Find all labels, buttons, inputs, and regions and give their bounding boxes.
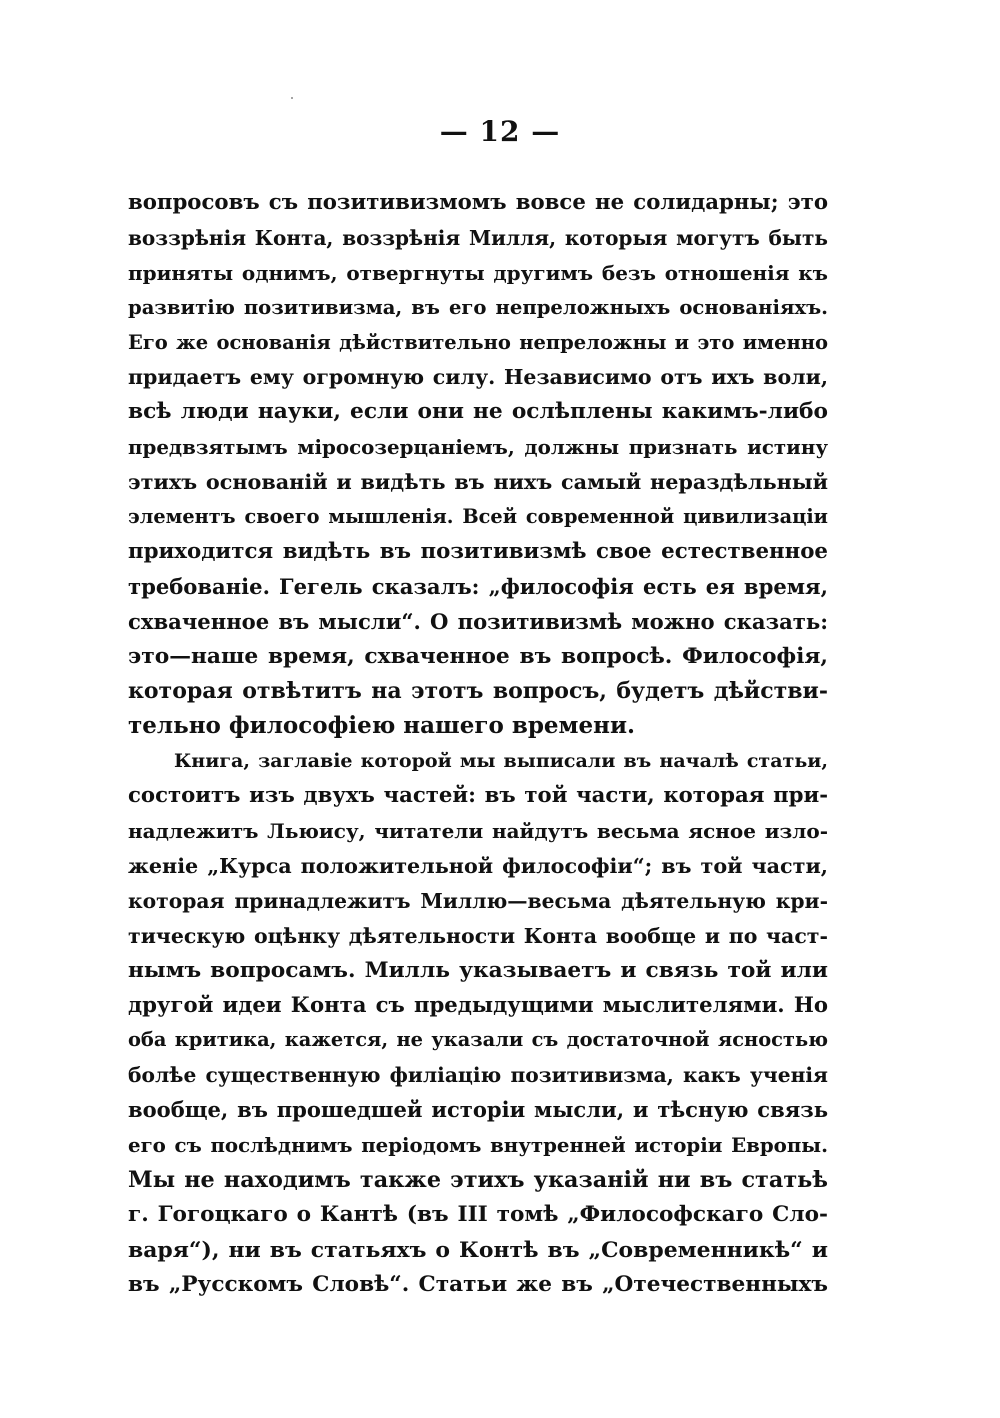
text-line: женіе „Курса положительной философіи“; въ той части, [128, 853, 828, 878]
page-number: — 12 — [439, 115, 561, 148]
text-line: требованіе. Гегель сказалъ: „философія есть ея время, [128, 573, 828, 599]
text-line: тическую оцѣнку дѣятельности Конта вообще и по част- [128, 923, 828, 948]
text-line: приходится видѣть въ позитивизмѣ свое естественное [128, 538, 828, 564]
text-line: элементъ своего мышленія. Всей современной цивилизаціи [128, 505, 828, 529]
body-text [128, 186, 828, 1303]
text-line: это—наше время, схваченное въ вопросѣ. Философія, [128, 643, 828, 669]
text-line: придаетъ ему огромную силу. Независимо отъ ихъ воли, [128, 365, 828, 390]
text-line: которая принадлежитъ Миллю—весьма дѣятельную кри- [128, 888, 828, 913]
text-line: вопросовъ съ позитивизмомъ вовсе не солидарны; это [128, 190, 828, 215]
text-line: нымъ вопросамъ. Милль указываетъ и связь той или [128, 957, 828, 983]
text-line: оба критика, кажется, не указали съ достаточной ясностью [128, 1028, 828, 1052]
text-line: этихъ основаній и видѣть въ нихъ самый нераздѣльный [128, 470, 828, 495]
text-line: болѣе существенную филіацію позитивизма, какъ ученія [128, 1063, 828, 1088]
text-line: приняты однимъ, отвергнуты другимъ безъ отношенія къ [128, 260, 828, 285]
text-line: г. Гогоцкаго о Кантѣ (въ III томѣ „Философскаго Сло- [128, 1201, 828, 1227]
text-line: которая отвѣтитъ на этотъ вопросъ, будетъ дѣйстви- [128, 678, 828, 705]
text-line: всѣ люди науки, если они не ослѣплены какимъ-либо [128, 399, 828, 425]
text-line: состоитъ изъ двухъ частей: въ той части, которая при- [128, 783, 828, 809]
text-line: варя“), ни въ статьяхъ о Контѣ въ „Современникѣ“ и [128, 1236, 828, 1263]
text-line: предвзятымъ міросозерцаніемъ, должны признать истину [128, 435, 828, 460]
text-line: другой идеи Конта съ предыдущими мыслителями. Но [128, 992, 828, 1018]
text-line: тельно философіею нашего времени. [128, 712, 636, 740]
text-line: Его же основанія дѣйствительно непреложны и это именно [128, 330, 828, 354]
text-line: Мы не находимъ также этихъ указаній ни въ статьѣ [128, 1166, 828, 1193]
scan-speck [291, 97, 293, 99]
text-line: развитію позитивизма, въ его непреложныхъ основаніяхъ. [128, 295, 828, 319]
text-line: надлежитъ Льюису, читатели найдутъ весьма ясное изло- [128, 819, 828, 844]
text-line: Книга, заглавіе которой мы выписали въ началѣ статьи, [174, 750, 828, 773]
text-line: въ „Русскомъ Словѣ“. Статьи же въ „Отечественныхъ [128, 1271, 828, 1297]
text-line: схваченное въ мысли“. О позитивизмѣ можно сказать: [128, 608, 828, 634]
text-line: его съ послѣднимъ періодомъ внутренней исторіи Европы. [128, 1133, 828, 1158]
text-line: воззрѣнія Конта, воззрѣнія Милля, которыя могутъ быть [128, 225, 828, 250]
text-line: вообще, въ прошедшей исторіи мысли, и тѣсную связь [128, 1097, 828, 1123]
